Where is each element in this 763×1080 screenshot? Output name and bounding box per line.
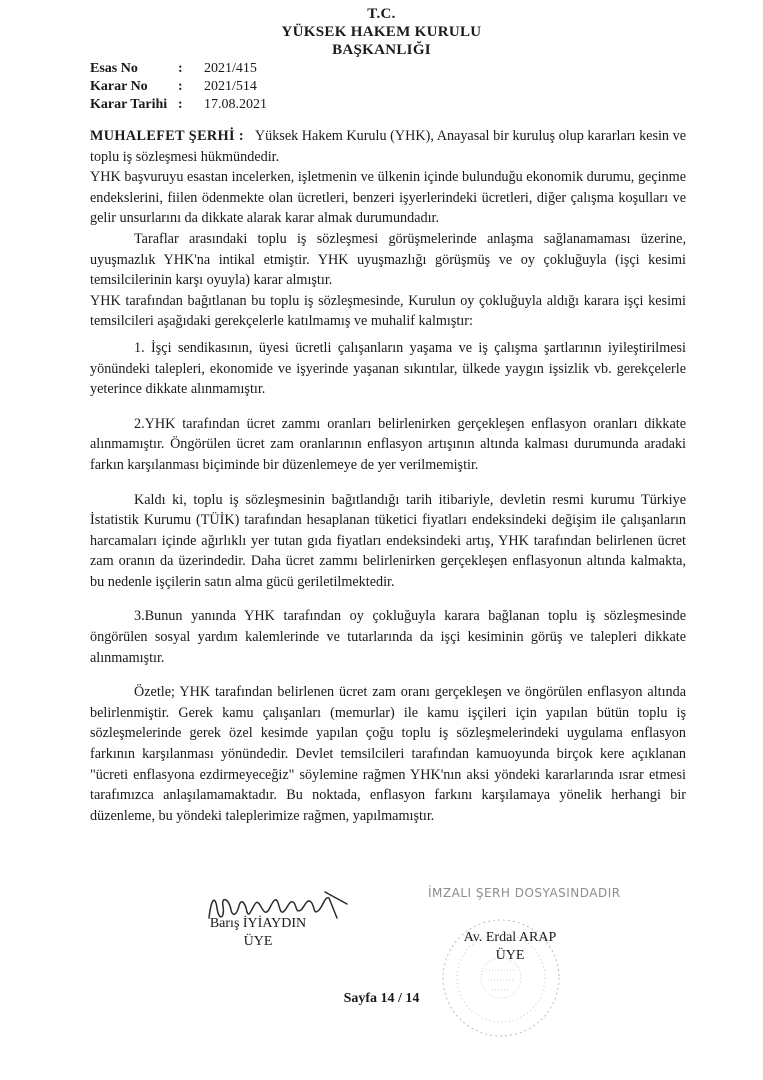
meta-key: Karar No	[90, 79, 148, 94]
reason-item-1: 1. İşçi sendikasının, üyesi ücretli çalışanların yaşama ve iş çalışma şartlarının iyileştirilmesi yönündeki talepleri, ekonomide ve işyerinde yaşanan sıkıntılar, ülkede yaygın işsizlik vb. gerekçelerle yeterince dikkate alınmamıştır.	[90, 339, 686, 398]
intro-text: Yüksek Hakem Kurulu (YHK), Anayasal bir kuruluş olup kararları kesin ve toplu iş sözleşmesi hükmündedir.	[90, 128, 686, 165]
signature-on-file-stamp: İMZALI ŞERH DOSYASINDADIR	[428, 886, 621, 900]
summary-paragraph: Özetle; YHK tarafından belirlenen ücret zam oranı gerçekleşen ve öngörülen enflasyon altında belirlenmiştir. Gerek kamu çalışanları (memurlar) ile kamu işçileri için yapılan bütün toplu iş sözleşmelerinde gerek özel kesimde yapılan çoğu toplu iş sözleşmelerindeki uygulama enflasyon farkının karşılanması yönündedir. Devlet temsilcileri tarafından kamuoyunda birçok kere açıklanan "ücreti enflasyona ezdirmeyeceğiz" söylemine rağmen YHK'nın aksi yöndeki kararlarında ısrar etmesi tarafımızca anlaşılamamaktadır. Bu noktada, enflasyon farkını karşılamaya yönelik herhangi bir düzenleme, bu yöndeki taleplerimize rağmen, yapılmamıştır.	[90, 684, 686, 824]
meta-colon: :	[178, 97, 183, 112]
meta-row-karar	[90, 78, 267, 96]
meta-value: 2021/415	[204, 61, 257, 76]
meta-value: 2021/514	[204, 79, 257, 94]
header-presidency: BAŞKANLIĞI	[332, 42, 431, 58]
signatory-2-name: Av. Erdal ARAP	[463, 930, 557, 945]
signatory-1-name: Barış İYİAYDIN	[209, 916, 307, 931]
paragraph-2: Taraflar arasındaki toplu iş sözleşmesi görüşmelerinde anlaşma sağlanamaması üzerine, uyuşmazlık YHK'na intikal etmiştir. YHK uyuşmazlığı görüşmüş ve oy çokluğuyla (işçi kesimi temsilcilerinin karşı oyuyla) karar almıştır.	[90, 230, 686, 289]
paragraph-1: YHK başvuruyu esastan incelerken, işletmenin ve ülkenin içinde bulunduğu ekonomik durumu, geçinme endekslerini, fiilen ödenmekte olan ücretleri, benzeri işyerlerindeki ücretleri, diğer çalışma koşulları ve gelir unsurlarını da dikkate alarak karar almak durumundadır.	[90, 169, 686, 227]
page-number: Sayfa 14 / 14	[343, 991, 420, 1006]
meta-colon: :	[178, 79, 183, 94]
meta-key: Karar Tarihi	[90, 97, 168, 112]
intro-paragraph	[90, 126, 686, 167]
header-institution: YÜKSEK HAKEM KURULU	[281, 24, 482, 40]
signatory-2	[440, 929, 580, 965]
signatory-2-role: ÜYE	[495, 948, 525, 963]
signatory-1	[198, 915, 318, 951]
meta-row-tarih	[90, 96, 267, 114]
reason-item-3: 3.Bunun yanında YHK tarafından oy çokluğuyla karara bağlanan toplu iş sözleşmesinde öngörülen sosyal yardım kalemlerinde ve tutarlarında da işçi kesiminin görüş ve talepleri dikkate alınmamıştır.	[90, 608, 686, 666]
header-tc: T.C.	[367, 6, 396, 22]
paragraph-3: YHK tarafından bağıtlanan bu toplu iş sözleşmesinde, Kurulun oy çokluğuyla aldığı karara işçi kesimi temsilcileri aşağıdaki gerekçelerle katılmamış ve muhalif kalmıştır:	[90, 292, 686, 330]
meta-value: 17.08.2021	[204, 97, 267, 112]
meta-colon: :	[178, 61, 183, 76]
reason-item-2: 2.YHK tarafından ücret zammı oranları belirlenirken gerçekleşen enflasyon oranları dikkate alınmamıştır. Öngörülen ücret zam oranlarının enflasyon artışının altında kalması durumunda aradaki farkın karşılanması biçiminde bir düzenlemeye de yer verilmemiştir.	[90, 415, 686, 473]
reason-item-2-continued: Kaldı ki, toplu iş sözleşmesinin bağıtlandığı tarih itibariyle, devletin resmi kurumu Türkiye İstatistik Kurumu (TÜİK) tarafından hesaplanan tüketici fiyatları endeksindeki değişim ile çalışanların harcamaları içinde ağırlıklı yer tutan gıda fiyatları endeksindeki artış, YHK tarafından belirlenen ücret zam oranın da üzerindedir. Daha ücret zammı belirlenirken gerçekleşen enflasyonun altında kalmakta, bu nedenle işçilerin satın alma gücü geriletilmektedir.	[90, 491, 686, 590]
dissent-title: MUHALEFET ŞERHİ :	[90, 128, 245, 144]
document-body	[90, 126, 686, 826]
signatory-1-role: ÜYE	[243, 934, 273, 949]
case-meta	[90, 60, 267, 114]
meta-row-esas	[90, 60, 267, 78]
meta-key: Esas No	[90, 61, 138, 76]
